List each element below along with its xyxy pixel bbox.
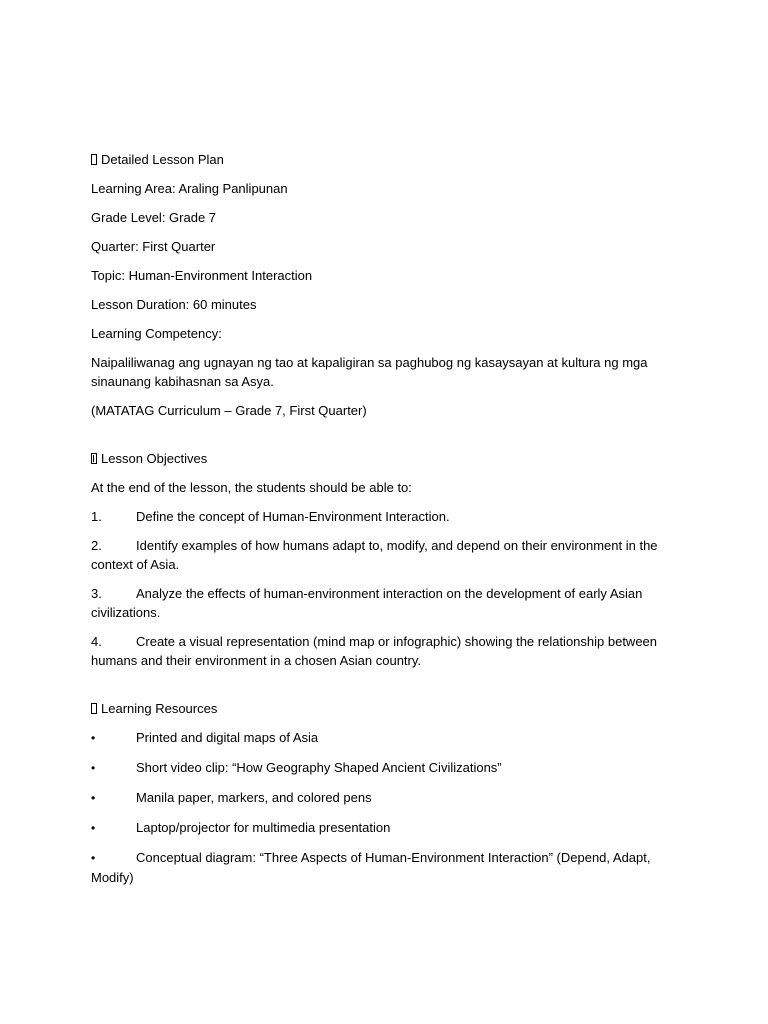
missing-glyph-icon [91, 154, 97, 165]
objective-number: 2. [91, 538, 102, 553]
bullet-icon: • [91, 791, 96, 805]
document-page [91, 150, 681, 897]
section-gap [91, 430, 681, 449]
objective-text: Create a visual representation (mind map or infographic) showing the relationship between humans and their environment in a chosen Asian country. [91, 634, 658, 668]
bullet-icon: • [91, 821, 96, 835]
learning-area: Learning Area: Araling Panlipunan [91, 181, 288, 196]
lesson-duration: Lesson Duration: 60 minutes [91, 297, 257, 312]
objective-item [91, 632, 681, 670]
curriculum-note: (MATATAG Curriculum – Grade 7, First Quarter) [91, 403, 367, 418]
missing-glyph-icon [91, 703, 97, 714]
resource-item [91, 848, 681, 887]
missing-glyph-icon [91, 453, 97, 464]
quarter: Quarter: First Quarter [91, 239, 216, 254]
resources-heading-text: Learning Resources [101, 701, 218, 716]
objectives-heading [91, 449, 681, 468]
resource-text: Laptop/projector for multimedia presentation [136, 820, 391, 835]
resources-heading [91, 699, 681, 718]
objective-item [91, 536, 681, 574]
objective-item [91, 584, 681, 622]
lesson-plan-title-text: Detailed Lesson Plan [101, 152, 224, 167]
objective-text: Analyze the effects of human-environment interaction on the development of early Asian civilizations. [91, 586, 643, 620]
resource-item [91, 788, 681, 808]
resource-text: Short video clip: “How Geography Shaped Ancient Civilizations” [136, 760, 502, 775]
section-gap [91, 680, 681, 699]
resource-item [91, 758, 681, 778]
objective-number: 3. [91, 586, 102, 601]
bullet-icon: • [91, 731, 96, 745]
learning-competency-label: Learning Competency: [91, 326, 222, 341]
objective-number: 4. [91, 634, 102, 649]
resource-text: Printed and digital maps of Asia [136, 730, 319, 745]
objective-number: 1. [91, 509, 102, 524]
lesson-plan-title [91, 150, 681, 169]
objective-text: Define the concept of Human-Environment Interaction. [136, 509, 450, 524]
grade-level: Grade Level: Grade 7 [91, 210, 217, 225]
bullet-icon: • [91, 761, 96, 775]
bullet-icon: • [91, 851, 96, 865]
resource-item [91, 728, 681, 748]
resource-item [91, 818, 681, 838]
resource-text: Conceptual diagram: “Three Aspects of Human-Environment Interaction” (Depend, Adapt, Modify) [91, 850, 651, 885]
objectives-heading-text: Lesson Objectives [101, 451, 208, 466]
learning-competency-text: Naipaliliwanag ang ugnayan ng tao at kapaligiran sa paghubog ng kasaysayan at kultura ng mga sinaunang kabihasnan sa Asya. [91, 355, 648, 389]
objective-text: Identify examples of how humans adapt to, modify, and depend on their environment in the context of Asia. [91, 538, 658, 572]
resource-text: Manila paper, markers, and colored pens [136, 790, 372, 805]
objectives-intro: At the end of the lesson, the students should be able to: [91, 480, 412, 495]
objective-item [91, 507, 681, 526]
topic: Topic: Human-Environment Interaction [91, 268, 313, 283]
